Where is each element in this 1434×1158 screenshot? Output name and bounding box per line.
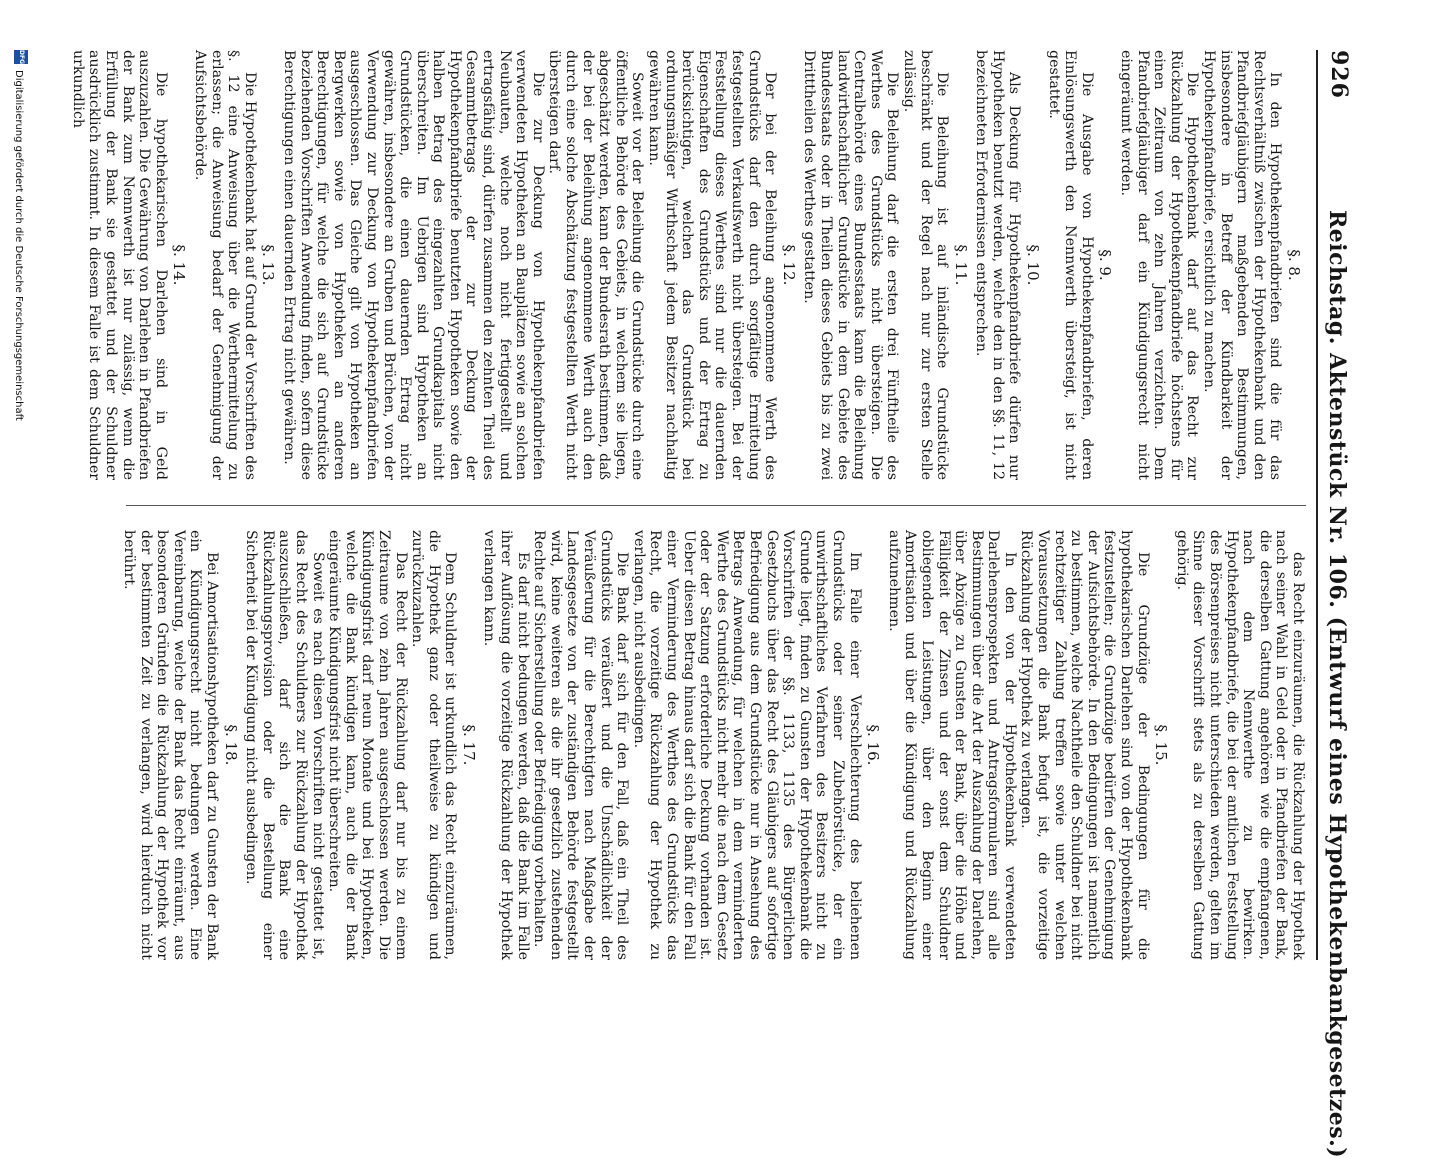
running-head: Reichstag. Aktenstück Nr. 106. (Entwurf eines Hypothekenbankgesetzes.) xyxy=(1324,210,1350,1158)
paragraph: Die zur Deckung von Hypothekenpfandbriefen verwendeten Hypotheken an Bauplätzen sowie an solchen Neubauten, welche noch nicht fertiggestellt und ertragsfähig sind, dürfen zusammen den zehnten Theil des Gesammtbetrags der zur Deckung der Hypothekenpfandbriefe benutzten Hypotheken sowie den halben Betrag des eingezahlten Grundkapitals nicht überschreiten. Im Uebrigen sind Hypotheken an Grundstücken, die einen dauernden Ertrag nicht gewähren, insbesondere an Gruben und Brüchen, von der Verwendung zur Deckung von Hypothekenpfandbriefen ausgeschlossen. Das Gleiche gilt von Hypotheken an Bergwerken sowie von Hypotheken an anderen Berechtigungen, für welche die sich auf Grundstücke beziehenden Vorschriften Anwendung finden, sofern diese Berechtigungen einen dauernden Ertrag nicht gewähren. xyxy=(280,50,546,480)
paragraph: Soweit vor der Beleihung die Grundstücke durch eine öffentliche Behörde des Gebiets, in welchem sie liegen, abgeschätzt werden, kann der Bundesrath bestimmen, daß der bei der Beleihung angenommene Werth auch den durch eine solche Abschätzung festgestellten Werth nicht übersteigen darf. xyxy=(546,50,646,480)
paragraph: Die hypothekarischen Darlehen sind in Geld auszuzahlen. Die Gewährung von Darlehen in Pfandbriefen der Bank zum Nennwerth ist nur zulässig, wenn die Erfüllung der Bank sie gestattet und der Schuldner ausdrücklich zustimmt. In diesem Falle ist dem Schuldner urkundlich xyxy=(69,50,169,480)
paragraph: Der bei der Beleihung angenommene Werth des Grundstücks darf den durch sorgfältige Ermittelung festgestellten Verkaufswerth nicht übersteigen. Bei der Feststellung dieses Werthes sind nur die dauernden Eigenschaften des Grundstücks und der Ertrag zu berücksichtigen, welchen das Grundstück bei ordnungsmäßiger Wirthschaft jedem Besitzer nachhaltig gewähren kann. xyxy=(646,50,779,480)
section-heading: §. 14. xyxy=(170,244,189,286)
section-heading: §. 9. xyxy=(1096,249,1115,281)
section-heading: §. 17. xyxy=(459,724,478,766)
paragraph: Die Hypothekenbank hat auf Grund der Vorschriften des §. 12 eine Anweisung über die Werthermittelung zu erlassen; die Anweisung bedarf der Genehmigung der Aufsichtsbehörde. xyxy=(192,50,258,480)
paragraph: Die Bank darf sich für den Fall, daß ein Theil des Grundstücks veräußert und die Unschädlichkeit der Veräußerung für die Berechtigten nach Maßgabe der Landesgesetze von der zuständigen Behörde festgestellt wird, keine weiteren als die ihr gesetzlich zustehenden Rechte auf Sicherstellung oder Befriedigung vorbehalten. xyxy=(531,530,631,960)
paragraph: Das Recht der Rückzahlung darf nur bis zu einem Zeitraume von zehn Jahren ausgeschlossen werden. Die Kündigungsfrist darf neun Monate und bei Hypotheken, welche die Bank kündigen kann, auch die der Bank eingeräumte Kündigungsfrist nicht überschreiten. xyxy=(326,530,409,960)
paragraph: das Recht einzuräumen, die Rückzahlung der Hypothek nach seiner Wahl in Geld oder in Pfandbriefen der Bank, die derselben Gattung angehören wie die empfangenen, nach dem Nennwerthe zu bewirken. Hypothekenpfandbriefe, die bei der amtlichen Feststellung des Börsenpreises nicht unterschieden werden, gelten im Sinne dieser Vorschrift stets als zu derselben Gattung gehörig. xyxy=(1173,530,1306,960)
page-number: 926 xyxy=(1326,50,1352,99)
section-heading: §. 16. xyxy=(864,724,883,766)
right-text-column xyxy=(106,530,1306,960)
digitization-note: Digitalisierung gefördert durch die Deutsche Forschungsgemeinschaft xyxy=(13,70,24,421)
paragraph: Soweit es nach diesen Vorschriften nicht gestattet ist, das Recht des Schuldners zur Rückzahlung der Hypothek auszuschließen, darf sich die Bank eine Rückzahlungsprovision oder die Bestellung einer Sicherheit bei der Kündigung nicht ausbedingen. xyxy=(243,530,326,960)
section-heading: §. 11. xyxy=(951,244,970,286)
paragraph: Die Beleihung ist auf inländische Grundstücke beschränkt und der Regel nach nur zur ersten Stelle zulässig. xyxy=(900,50,951,480)
section-heading: §. 12. xyxy=(779,244,798,286)
paragraph: Die Hypothekenbank darf auf das Recht zur Rückzahlung der Hypothekenpfandbriefe höchstens für einen Zeitraum von zehn Jahren verzichten. Dem Pfandbriefgläubiger darf ein Kündigungsrecht nicht eingeräumt werden. xyxy=(1118,50,1201,480)
left-text-column xyxy=(69,50,1306,480)
paragraph: Dem Schuldner ist urkundlich das Recht einzuräumen, die Hypothek ganz oder theilweise zu kündigen und zurückzuzahlen. xyxy=(409,530,459,960)
dfg-logo: DFG xyxy=(14,50,28,64)
paragraph: In den von der Hypothekenbank verwendeten Darlehensprospekten und Antragsformularen sind alle Bestimmungen über die Art der Auszahlung der Darlehen, über Abzüge zu Gunsten der Bank, über die Höhe und Fälligkeit der Zinsen und der sonst dem Schuldner obliegenden Leistungen, über den Beginn einer Amortisation und über die Kündigung und Rückzahlung aufzunehmen. xyxy=(885,530,1018,960)
column-divider xyxy=(126,505,1306,506)
paragraph: Die Grundzüge der Bedingungen für die hypothekarischen Darlehen sind von der Hypothekenbank festzustellen; die Grundzüge bedürfen der Genehmigung der Aufsichtsbehörde. In den Bedingungen ist namentlich zu bestimmen, welche Nachtheile den Schuldner bei nicht rechtzeitiger Zahlung treffen sowie unter welchen Voraussetzungen die Bank befugt ist, die vorzeitige Rückzahlung der Hypothek zu verlangen. xyxy=(1018,530,1151,960)
section-heading: §. 13. xyxy=(259,244,278,286)
section-heading: §. 18. xyxy=(221,724,240,766)
paragraph: Es darf nicht bedungen werden, daß die Bank im Falle ihrer Auflösung die vorzeitige Rückzahlung der Hypothek verlangen kann. xyxy=(481,530,531,960)
paragraph: Als Deckung für Hypothekenpfandbriefe dürfen nur Hypotheken benutzt werden, welche den in den §§. 11, 12 bezeichneten Erfordernissen entsprechen. xyxy=(973,50,1023,480)
page-header xyxy=(1316,50,1354,1158)
section-heading: §. 8. xyxy=(1285,249,1303,281)
section-heading: §. 15. xyxy=(1152,724,1171,766)
paragraph: Die Ausgabe von Hypothekenpfandbriefen, deren Einlösungswerth den Nennwerth übersteigt, ist nicht gestattet. xyxy=(1045,50,1095,480)
page-content xyxy=(13,50,1354,1158)
paragraph: In den Hypothekenpfandbriefen sind die für das Rechtsverhältniß zwischen der Hypothekenbank und den Pfandbriefgläubigern maßgebenden Bestimmungen, insbesondere in Betreff der Kündbarkeit der Hypothekenpfandbriefe, ersichtlich zu machen. xyxy=(1201,50,1284,480)
section-heading: §. 10. xyxy=(1024,244,1043,286)
paragraph: Die Beleihung darf die ersten drei Fünftheile des Werthes des Grundstücks nicht übersteigen. Die Centralbehörde eines Bundesstaats kann die Beleihung landwirthschaftlicher Grundstücke in dem Gebiete des Bundesstaats oder in Theilen dieses Gebiets bis zu zwei Dritttheilen des Werthes gestatten. xyxy=(801,50,901,480)
paragraph: Im Falle einer Verschlechterung des beliehenen Grundstücks oder seiner Zubehörstücke, der ein unwirthschaftliches Verfahren des Besitzers nicht zu Grunde liegt, finden zu Gunsten der Hypothekenbank die Vorschriften der §§. 1133, 1135 des Bürgerlichen Gesetzbuchs über das Recht des Gläubigers auf sofortige Befriedigung aus dem Grundstücke nur in Ansehung des Betrags Anwendung, für welchen in dem verminderten Werthe des Grundstücks nicht mehr die nach dem Gesetz oder der Satzung erforderliche Deckung vorhanden ist. Ueber diesen Betrag hinaus darf sich die Bank für den Fall einer Verminderung des Werthes des Grundstücks das Recht, die vorzeitige Rückzahlung der Hypothek zu verlangen, nicht ausbedingen. xyxy=(630,530,863,960)
paragraph: Bei Amortisationshypotheken darf zu Gunsten der Bank ein Kündigungsrecht nicht bedungen werden. Eine Vereinbarung, welche der Bank das Recht einräumt, aus besonderen Gründen die Rückzahlung der Hypothek vor der bestimmten Zeit zu verlangen, wird hierdurch nicht berührt. xyxy=(121,530,220,960)
